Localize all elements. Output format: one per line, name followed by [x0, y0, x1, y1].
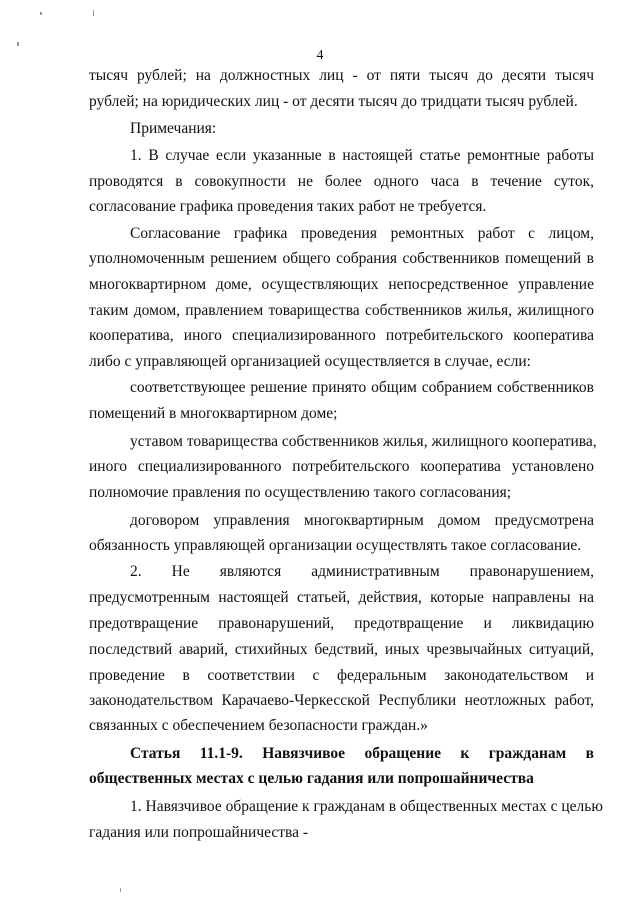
text-line: проведение в соответствии с федеральным законодательством и [89, 667, 594, 684]
text-line: соответствующее решение принято общим собранием собственников [130, 379, 594, 396]
scan-mark [93, 10, 94, 16]
text-line: иного специализированного потребительского кооператива установлено [89, 458, 594, 475]
scan-mark [120, 888, 121, 892]
text-line: либо с управляющей организацией осуществляется в случае, если: [89, 353, 531, 370]
page-number: 4 [316, 48, 324, 63]
text-line: помещений в многоквартирном доме; [89, 405, 338, 422]
scan-mark [17, 42, 19, 46]
article-heading: Статья 11.1-9. Навязчивое обращение к гражданам в [130, 745, 594, 762]
text-line: предотвращение правонарушений, предотвращение и ликвидацию [89, 615, 594, 632]
text-line: проводятся в совокупности не более одного часа в течение суток, [89, 173, 594, 190]
text-line: таким домом, правлением товарищества собственников жилья, жилищного [89, 302, 594, 319]
text-line: договором управления многоквартирным домом предусмотрена [130, 512, 594, 529]
text-line: согласование графика проведения таких работ не требуется. [89, 198, 487, 215]
text-line: многоквартирном доме, осуществляющих непосредственное управление [89, 276, 594, 293]
text-line: 2. Не являются административным правонарушением, [130, 563, 594, 580]
text-line: 1. В случае если указанные в настоящей статье ремонтные работы [130, 147, 594, 164]
notes-heading: Примечания: [130, 120, 217, 137]
text-line: 1. Навязчивое обращение к гражданам в общественных местах с целью [130, 798, 603, 815]
text-line: обязанность управляющей организации осуществлять такое согласование. [89, 537, 582, 554]
text-line: полномочие правления по осуществлению такого согласования; [89, 484, 512, 501]
scan-mark [40, 12, 42, 15]
article-heading: общественных местах с целью гадания или попрошайничества [89, 770, 534, 787]
text-line: уставом товарищества собственников жилья, жилищного кооператива, [130, 433, 597, 450]
text-line: гадания или попрошайничества - [89, 824, 309, 841]
text-line: Согласование графика проведения ремонтных работ с лицом, [130, 225, 594, 242]
text-line: предусмотренным настоящей статьей, действия, которые направлены на [89, 589, 594, 606]
text-line: законодательством Карачаево-Черкесской Республики неотложных работ, [89, 692, 594, 709]
text-line: связанных с обеспечением безопасности граждан.» [89, 717, 428, 734]
text-line: кооператива, иного специализированного потребительского кооператива [89, 327, 594, 344]
text-line: последствий аварий, стихийных бедствий, иных чрезвычайных ситуаций, [89, 641, 594, 658]
text-line: уполномоченным решением общего собрания собственников помещений в [89, 250, 594, 267]
text-line: тысяч рублей; на должностных лиц - от пяти тысяч до десяти тысяч [89, 67, 594, 84]
text-line: рублей; на юридических лиц - от десяти тысяч до тридцати тысяч рублей. [89, 93, 578, 110]
